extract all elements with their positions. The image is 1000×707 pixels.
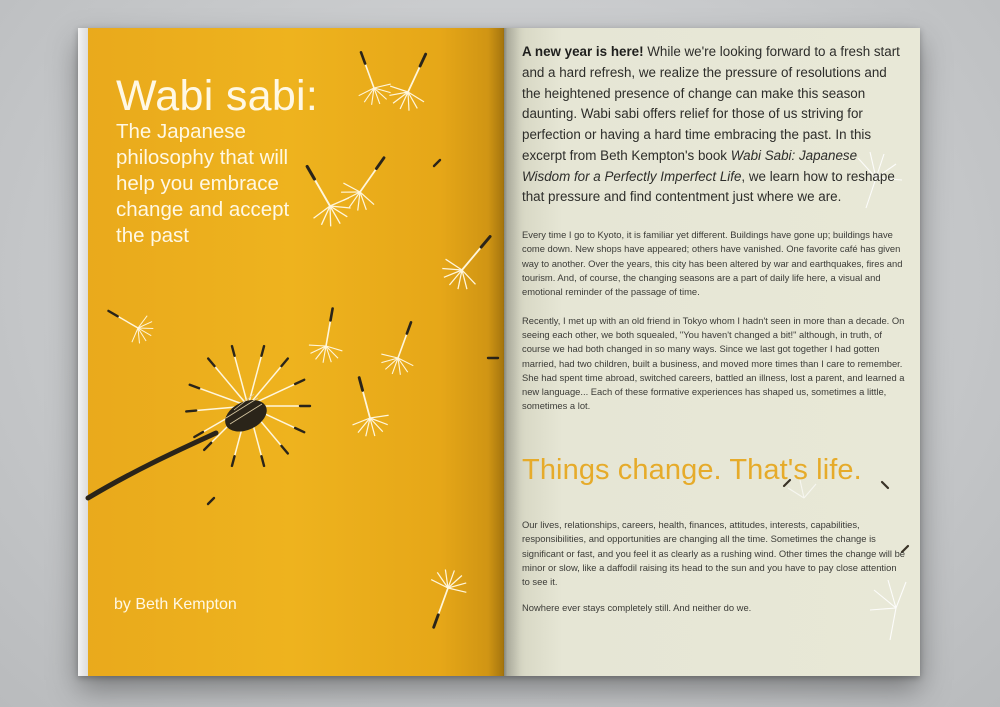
intro-lead: A new year is here! xyxy=(522,44,644,59)
intro-text-end: , we learn how to reshape that pressure and find contentment just where we are. xyxy=(522,168,895,205)
book-title: Wabi Sabi: Japanese Wisdom for a Perfectly Imperfect Life xyxy=(522,147,858,184)
floating-seed xyxy=(376,316,427,379)
floating-seed xyxy=(383,46,442,117)
article-body xyxy=(522,42,906,414)
article-title: Wabi sabi: xyxy=(116,72,319,120)
left-page xyxy=(78,28,504,676)
intro-text: While we're looking forward to a fresh start and a hard refresh, we realize the pressure of resolutions and the heightened presence of change can make this season daunting. Wabi sabi offers relief for those of us striving for perfection or having a hard time embracing the past. In this excerpt from Beth Kempton's book xyxy=(522,44,900,163)
body-paragraph-changes: Our lives, relationships, careers, health, finances, attitudes, interests, capabilities, responsibilities, and opportunities are changing all the time. Sometimes the change is significant or fast, and you feel it as clearly as a rushing wind. Other times the change will be minor or slow, like a daffodil raising its head to the sun and you have to pay close attention to see it. xyxy=(522,519,906,588)
article-subtitle: The Japanese philosophy that will help you embrace change and accept the past xyxy=(116,120,290,248)
floating-seed xyxy=(345,46,396,109)
floating-seed xyxy=(306,306,349,366)
dandelion-head xyxy=(88,346,310,498)
intro-paragraph xyxy=(522,42,906,208)
body-paragraph-kyoto: Every time I go to Kyoto, it is familiar yet different. Buildings have gone up; buildings have come down. New shops have appeared; others have vanished. One favorite café has given way to another. Over the years, this city has been altered by war and earthquakes, fires and tourism. And, of course, the changing seasons are a part of daily life here, a visual and emotional reminder of the passage of time. xyxy=(522,229,903,298)
floating-seed xyxy=(416,564,472,634)
magazine-spread xyxy=(78,28,920,676)
body-paragraph-tokyo: Recently, I met up with an old friend in Tokyo whom I hadn't seen in more than a decade. On seeing each other, we both squealed, "You haven't changed a bit!" although, in truth, of course we had both changed in so many ways. Since we last got together I had gotten married, had two children, built a business, and moved more times than I care to remember. She had spent time abroad, switched careers, battled an illness, lost a parent, and learned a new language... Each of these formative experiences has shaped us, sometimes a little, sometimes a lot. xyxy=(522,314,905,412)
author-byline: by Beth Kempton xyxy=(114,596,237,613)
article-body-continued xyxy=(522,518,906,616)
right-page xyxy=(504,28,920,676)
floating-seed xyxy=(101,298,159,349)
pull-quote: Things change. That's life. xyxy=(522,454,862,486)
body-paragraph-closing: Nowhere ever stays completely still. And neither do we. xyxy=(522,602,752,614)
floating-seed xyxy=(434,224,504,298)
floating-seed xyxy=(341,373,393,441)
